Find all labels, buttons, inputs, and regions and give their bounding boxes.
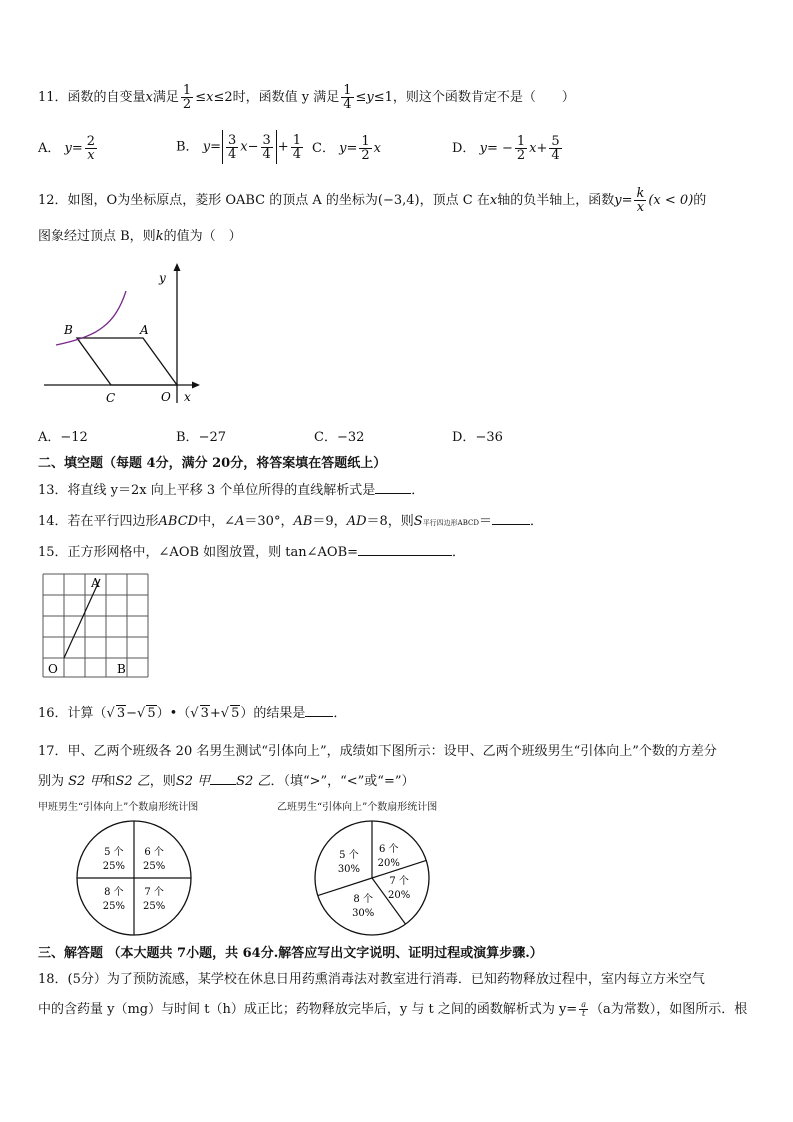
section3-heading: 三、解答题 （本大题共 7小题，共 64分.解答应写出文字说明、证明过程或演算步骤.） — [38, 946, 543, 961]
q12-option-a: A．−12 — [38, 430, 88, 445]
pie-slice-percent: 30% — [337, 864, 361, 876]
pie-slice-label: 6 个 — [378, 843, 399, 855]
q18-line1: 18．(5分）为了预防流感，某学校在休息日用药熏消毒法对教室进行消毒．已知药物释放过程中，室内每立方米空气 — [38, 972, 705, 987]
pie-slice-percent: 25% — [143, 901, 166, 913]
label-y: y — [159, 271, 166, 285]
label-b: B — [64, 323, 73, 337]
q12-stem-line1: 12．如图，O为坐标原点，菱形 OABC 的顶点 A 的坐标为(−3,4)，顶点 C 在x轴的负半轴上，函数y= $\frac{k}{x}$ (x < 0)的 — [38, 186, 707, 215]
q18-line2: 中的含药量 y（mg）与时间 t（h）成正比；药物释放完毕后，y 与 t 之间的函数解析式为 y= $\frac{a}{t}$ （a为常数），如图所示．根 — [38, 1000, 748, 1018]
q17-line1: 17．甲、乙两个班级各 20 名男生测试“引体向上”，成绩如下图所示：设甲、乙两个班级男生“引体向上”个数的方差分 — [38, 744, 717, 759]
pie-slice-percent: 20% — [377, 857, 400, 869]
label-a: A — [140, 323, 149, 337]
frac-half: $\frac{1}{2}$ — [182, 83, 192, 112]
q11-option-a: A． y= $\frac{2}{x}$ — [38, 134, 96, 163]
q17-line2: 别为 S2 甲和S2 乙，则S2 甲 S2 乙．（填“>”，“<”或“=”） — [38, 774, 415, 789]
chart-yi-title: 乙班男生“引体向上”个数扇形统计图 — [277, 802, 438, 813]
label-c: C — [106, 391, 116, 405]
q12-option-c: C．−32 — [314, 430, 365, 445]
q14: 14．若在平行四边形ABCD中，∠A＝30°，AB＝9，AD＝8，则S平行四边形ABCD＝ ． — [38, 514, 544, 529]
q14-answer-blank[interactable] — [492, 512, 530, 525]
q13: 13．将直线 y＝2x 向上平移 3 个单位所得的直线解析式是 ． — [38, 483, 425, 498]
pie-slice-label: 7 个 — [144, 887, 164, 899]
chart-jia-title: 甲班男生“引体向上”个数扇形统计图 — [38, 802, 199, 813]
q13-answer-blank[interactable] — [375, 481, 411, 494]
label-b: B — [117, 662, 126, 676]
q12-stem-line2: 图象经过顶点 B，则k的值为（ ） — [38, 229, 242, 244]
ray-oa — [64, 579, 100, 658]
x-axis-arrow — [192, 382, 200, 389]
q16: 16．计算（√ 3−√ 5）•（√ 3+√ 5）的结果是 ． — [38, 706, 347, 721]
pie-slice-label: 7 个 — [389, 875, 409, 887]
pie-chart-jia — [74, 818, 194, 938]
q15-grid-figure — [42, 573, 150, 679]
pie-slice-label: 5 个 — [339, 850, 359, 862]
q11-option-c: C． y= $\frac{1}{2}$ x — [312, 134, 381, 163]
pie-slice-percent: 25% — [102, 860, 125, 872]
rhombus-oabc — [77, 338, 177, 385]
pie-slice-percent: 20% — [387, 889, 411, 901]
q12-option-d: D．−36 — [452, 430, 503, 445]
q17-answer-blank[interactable] — [210, 772, 236, 785]
q11-option-d: D． y= − $\frac{1}{2}$ x+ $\frac{5}{4}$ — [452, 134, 560, 163]
q16-answer-blank[interactable] — [305, 704, 333, 717]
label-o: O — [161, 390, 171, 404]
frac-quarter: $\frac{1}{4}$ — [343, 83, 352, 112]
q11-option-b: B． y= $\frac{3}{4}$ x− $\frac{3}{4}$ + $\frac{1}{4}$ — [176, 130, 305, 165]
pie-slice-label: 5 个 — [104, 846, 124, 858]
pie-chart-yi — [312, 818, 432, 938]
pie-slice-percent: 25% — [143, 860, 166, 872]
q12-option-b: B．−27 — [176, 430, 226, 445]
label-a: A — [91, 576, 100, 590]
label-x: x — [184, 390, 191, 404]
q15: 15．正方形网格中，∠AOB 如图放置，则 tan∠AOB= ． — [38, 545, 466, 560]
q11-stem: 11．函数的自变量x满足 $\frac{1}{2}$ ≤x≤2时，函数值 y 满足 $\frac{1}{4}$ ≤y≤1，则这个函数肯定不是（ ） — [38, 83, 575, 112]
pie-slice-percent: 25% — [102, 901, 125, 913]
pie-slice-label: 8 个 — [104, 887, 124, 899]
label-o: O — [48, 662, 58, 676]
pie-slice-percent: 30% — [352, 908, 375, 920]
section2-heading: 二、填空题（每题 4分，满分 20分，将答案填在答题纸上） — [38, 456, 387, 471]
q15-answer-blank[interactable] — [358, 543, 452, 556]
y-axis-arrow — [174, 263, 181, 271]
pie-slice-label: 8 个 — [353, 894, 373, 906]
q12-figure — [40, 258, 210, 408]
pie-slice-label: 6 个 — [144, 846, 164, 858]
